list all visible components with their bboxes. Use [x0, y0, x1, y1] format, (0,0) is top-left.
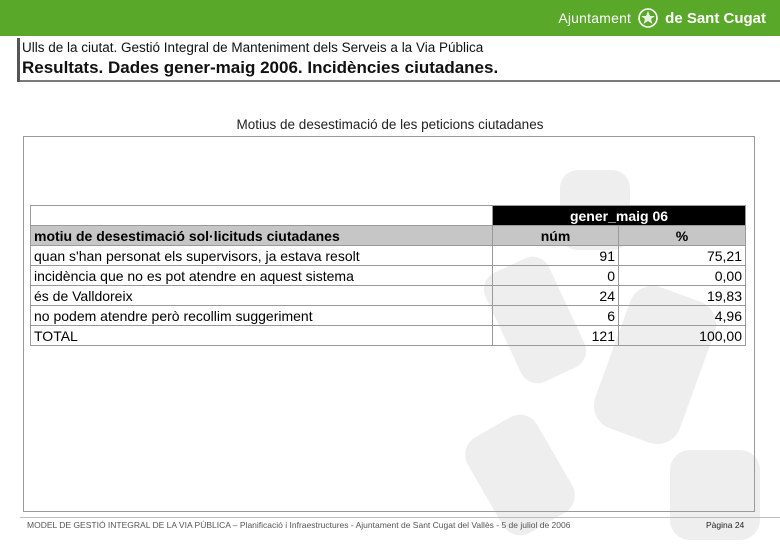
row-percent: 4,96 — [619, 306, 746, 326]
column-header-count: núm — [493, 226, 619, 246]
total-count: 121 — [493, 326, 619, 346]
row-percent: 19,83 — [619, 286, 746, 306]
brand-word-santcugat: de Sant Cugat — [665, 9, 766, 27]
table-header-row — [31, 226, 746, 246]
title-divider — [20, 80, 780, 82]
brand-logo — [558, 6, 766, 30]
total-percent: 100,00 — [619, 326, 746, 346]
city-emblem-icon — [637, 7, 659, 29]
table-group-header-row — [31, 206, 746, 226]
row-reason: no podem atendre però recollim suggeriment — [31, 306, 493, 326]
title-accent-bar — [17, 38, 20, 82]
table-row — [31, 266, 746, 286]
header-bar — [0, 0, 780, 36]
row-count: 91 — [493, 246, 619, 266]
row-reason: és de Valldoreix — [31, 286, 493, 306]
row-reason: quan s'han personat els supervisors, ja estava resolt — [31, 246, 493, 266]
subtitle: Ulls de la ciutat. Gestió Integral de Manteniment dels Serveis a la Via Pública — [22, 40, 484, 55]
row-count: 0 — [493, 266, 619, 286]
table-row — [31, 246, 746, 266]
table-corner-cell — [31, 206, 493, 226]
brand-word-ajuntament: Ajuntament — [558, 10, 632, 26]
row-count: 6 — [493, 306, 619, 326]
row-percent: 75,21 — [619, 246, 746, 266]
footer-text: MODEL DE GESTIÓ INTEGRAL DE LA VIA PÚBLICA – Planificació i Infraestructures - Ajuntament de Sant Cugat del Vallès - 5 de juliol de 2006 — [27, 520, 571, 530]
table-row — [31, 306, 746, 326]
group-header: gener_maig 06 — [493, 206, 746, 226]
page-number: Pàgina 24 — [706, 520, 745, 530]
table-row — [31, 286, 746, 306]
row-reason: incidència que no es pot atendre en aquest sistema — [31, 266, 493, 286]
row-count: 24 — [493, 286, 619, 306]
column-header-percent: % — [619, 226, 746, 246]
footer-divider — [20, 517, 780, 518]
page-title: Resultats. Dades gener-maig 2006. Incidències ciutadanes. — [22, 58, 499, 77]
row-percent: 0,00 — [619, 266, 746, 286]
column-header-reason: motiu de desestimació sol·licituds ciutadanes — [31, 226, 493, 246]
total-label: TOTAL — [31, 326, 493, 346]
chart-title: Motius de desestimació de les peticions ciutadanes — [236, 117, 544, 132]
table-total-row — [31, 326, 746, 346]
rejection-reasons-table — [30, 205, 746, 346]
